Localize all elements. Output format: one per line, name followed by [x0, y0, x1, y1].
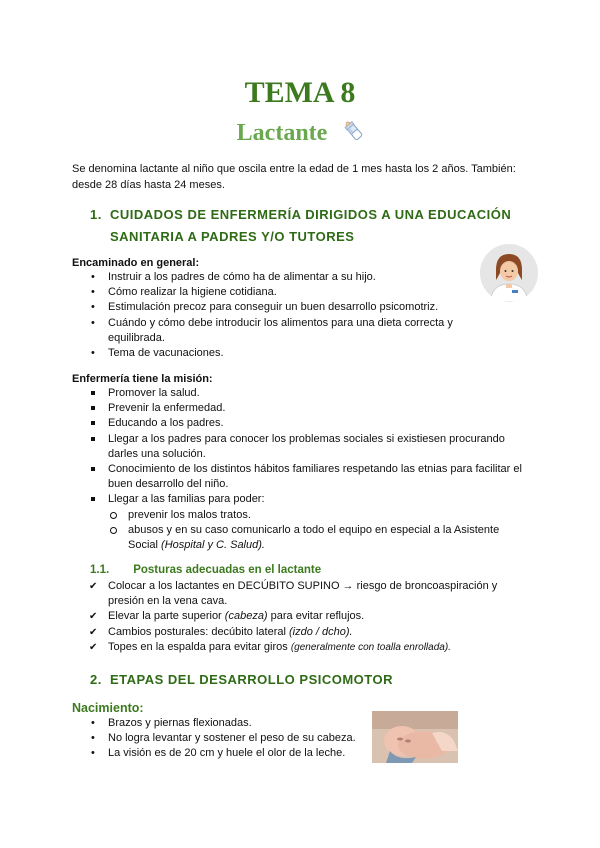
general-label: Encaminado en general: — [72, 257, 200, 269]
section-1-title-line-2: SANITARIA A PADRES Y/O TUTORES — [110, 229, 355, 244]
list-item-continuation: darles una solución. — [108, 447, 206, 460]
intro-line-2: desde 28 días hasta 24 meses. — [72, 178, 225, 191]
page-subtitle — [0, 118, 600, 148]
intro-paragraph — [72, 162, 532, 193]
list-item: • Cómo realizar la higiene cotidiana. — [72, 285, 492, 300]
section-1-number: 1. — [90, 207, 102, 222]
sub-item-italic: (Hospital y C. Salud). — [161, 539, 265, 552]
subsection-1-1-title: Posturas adecuadas en el lactante — [133, 564, 322, 576]
sub-list-item-continuation — [90, 538, 530, 553]
mission-list — [72, 386, 530, 508]
general-list — [72, 270, 492, 361]
list-item: • Brazos y piernas flexionadas. — [72, 716, 372, 731]
item-text: Cambios posturales: decúbito lateral — [108, 625, 286, 638]
list-item: Promover la salud. — [72, 386, 530, 401]
subsection-1-1-heading — [90, 562, 321, 578]
list-item-continuation: buen desarrollo del niño. — [108, 478, 229, 491]
mission-sublist — [90, 508, 530, 554]
subtitle-text: Lactante — [236, 120, 328, 146]
item-text: Topes en la espalda para evitar giros — [108, 640, 288, 653]
list-item: Educando a los padres. — [72, 416, 530, 431]
list-item — [72, 640, 530, 655]
item-italic: (izdo / dcho). — [289, 625, 353, 638]
postures-list — [72, 579, 530, 655]
birth-list — [72, 716, 372, 762]
list-item — [72, 625, 530, 640]
list-item-continuation: presión en la vena cava. — [108, 595, 228, 608]
list-item: Conocimiento de los distintos hábitos familiares respetando las etnias para facilitar el — [72, 462, 530, 477]
section-2-number: 2. — [90, 672, 102, 687]
sub-item-text: Social — [128, 539, 158, 552]
list-item: • Tema de vacunaciones. — [72, 346, 492, 361]
nurse-avatar-image — [480, 244, 538, 302]
list-item: Llegar a las familias para poder: — [72, 492, 530, 507]
page-title: TEMA 8 — [244, 76, 356, 109]
list-item — [72, 609, 530, 624]
sub-item-text: prevenir los malos tratos. — [128, 509, 251, 521]
item-italic: (generalmente con toalla enrollada). — [290, 641, 451, 653]
sub-list-item — [90, 523, 530, 538]
baby-bottle-icon — [340, 117, 366, 143]
list-item: • La visión es de 20 cm y huele el olor de la leche. — [72, 746, 372, 761]
sub-item-text: abusos y en su caso comunicarlo a todo el equipo en especial a la Asistente — [128, 524, 500, 537]
item-text: Elevar la parte superior — [108, 610, 222, 623]
mission-label: Enfermería tiene la misión: — [72, 373, 213, 385]
hollow-bullet-icon — [110, 527, 117, 534]
section-2-heading — [90, 669, 530, 691]
item-text: para evitar reflujos. — [270, 610, 365, 623]
list-item: • Cuándo y cómo debe introducir los alimentos para una dieta correcta y — [72, 316, 492, 331]
list-item: Llegar a los padres para conocer los problemas sociales si existiesen procurando — [72, 432, 530, 447]
section-1-title-line-1: CUIDADOS DE ENFERMERÍA DIRIGIDOS A UNA EDUCACIÓN — [110, 207, 512, 222]
list-item: • Estimulación precoz para conseguir un buen desarrollo psicomotriz. — [72, 300, 492, 315]
section-1-heading — [90, 204, 530, 248]
list-item: • No logra levantar y sostener el peso de su cabeza. — [72, 731, 372, 746]
section-2-title: ETAPAS DEL DESARROLLO PSICOMOTOR — [110, 672, 394, 687]
subsection-1-1-number: 1.1. — [90, 564, 110, 576]
intro-line-1: Se denomina lactante al niño que oscila entre la edad de 1 mes hasta los 2 años. También: — [72, 163, 516, 175]
sub-list-item — [90, 508, 530, 523]
newborn-photo — [372, 711, 458, 763]
item-italic: (cabeza) — [224, 610, 268, 623]
birth-label: Nacimiento: — [72, 701, 144, 715]
list-item-continuation: equilibrada. — [108, 331, 165, 344]
list-item: Prevenir la enfermedad. — [72, 401, 530, 416]
list-item: ✔ Colocar a los lactantes en DECÚBITO SUPINO → riesgo de broncoaspiración y — [72, 579, 530, 594]
list-item: • Instruir a los padres de cómo ha de alimentar a su hijo. — [72, 270, 492, 285]
hollow-bullet-icon — [110, 512, 117, 519]
